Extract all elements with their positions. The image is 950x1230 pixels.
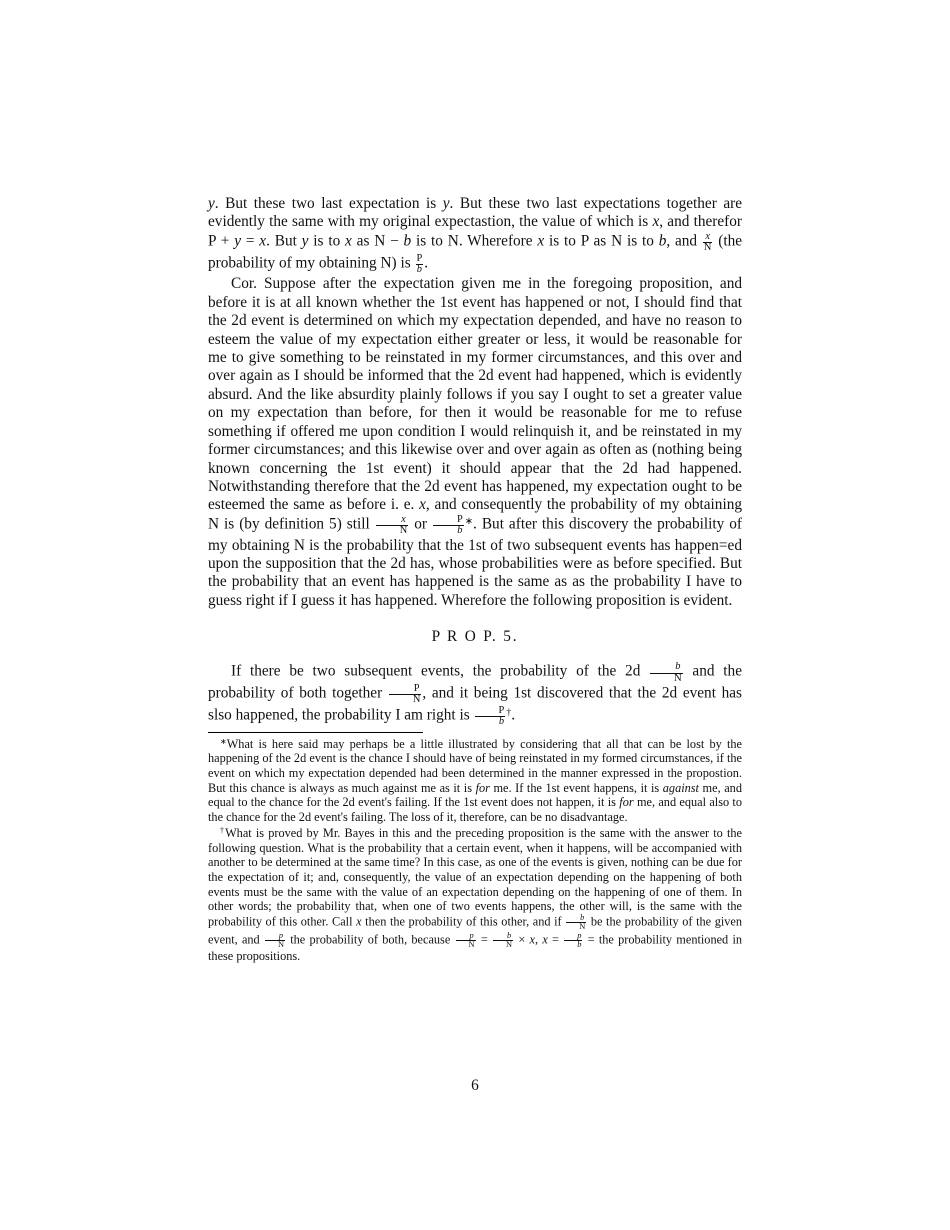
fraction (650, 662, 683, 684)
math-var: x (345, 232, 352, 250)
text-run: . But these two last expectation is (214, 195, 443, 212)
text-run: . But these two last expectations together are evidently the same with my original expectastion, the value of which is (208, 195, 742, 231)
text-run: the probability of both, because (286, 932, 455, 947)
text-run: , and consequently the probability of my obtaining N is (by definition 5) still (208, 496, 742, 533)
text-run: , and therefor P + (208, 213, 742, 250)
text-run: (the probability of my obtaining N) is (208, 232, 743, 272)
footnote-marker: ∗ (220, 736, 227, 746)
math-var: x (537, 232, 545, 250)
text-run: . (511, 706, 516, 724)
section-heading: P R O P. 5. (431, 628, 519, 646)
fraction (475, 706, 506, 728)
math-var: y (442, 195, 450, 212)
fraction-numerator: b (580, 913, 585, 923)
text-run: What is proved by Mr. Bayes in this and the preceding proposition is the same with the answer to the following question. What is the probability that a certain event, when it happens, will be accompanied with another to be determined at the same time? In this case, as one of the events is given, nothing can be due for the expectation of it; and, consequently, the value of an expectation depending on the happening of both events must be the same with the value of an expectation depending on the happening of one of them. In other words; the probability that, when one of two events happens, the other will, is the same with the probability of this other. Call (208, 825, 743, 929)
text-run: is to (308, 232, 346, 250)
fraction-denominator: N (566, 922, 586, 931)
fraction (376, 515, 409, 537)
fraction-numerator: P (416, 252, 423, 264)
fraction-denominator: N (265, 940, 285, 949)
fraction-denominator: b (416, 264, 422, 276)
text-run: Cor. Suppose after the expectation given me in the foregoing proposition, and before it is at all known whether the 1st event has happened or not, I should find that the 2d event is determined on which my expectation depended, and have no reason to esteem the value of my expectation either greater or less, it would be reasonable for me to give something to be reinstated in my former circumstances, and this over and over again as I should be informed that the 2d event had happened, which is evidently absurd. And the like absurdity plainly follows if you say I ought to set a greater value on my expectation than before, for then it would be reasonable for me to refuse something if offered me upon condition I would relinquish it, and be reinstated in my former circumstances; and this likewise over and over again as often as (nothing being known concerning the 1st event) it should appear that the 2d had happened. Notwithstanding therefore that the 2d event has happened, my expectation ought to be esteemed the same as before i. e. (208, 275, 742, 514)
text-run: , (534, 932, 543, 947)
text-run: , and (666, 232, 702, 250)
paragraph-continuation (208, 195, 742, 275)
fraction-denominator: N (650, 673, 683, 684)
text-run: = (476, 932, 493, 947)
fraction (703, 232, 713, 254)
text-run: me. If the 1st event happens, it is (489, 780, 663, 795)
text-run: If there be two subsequent events, the probability of the 2d (231, 662, 650, 680)
fraction-numerator: P (413, 682, 420, 694)
fraction-denominator: N (703, 242, 712, 254)
text-run: and the probability of both together (208, 662, 742, 702)
math-var: y (234, 232, 242, 250)
fraction (265, 932, 285, 950)
math-var: x (529, 932, 535, 947)
fraction-numerator: x (705, 230, 710, 242)
page-number: 6 (471, 1077, 479, 1094)
text-block (208, 195, 742, 964)
text-run: is to N. Wherefore (411, 232, 538, 250)
fraction-numerator: P (456, 513, 463, 525)
math-var: y (301, 232, 309, 250)
text-run: is to P as N is to (544, 232, 659, 250)
emphasis: against (662, 780, 699, 795)
footnote-marker: † (220, 825, 226, 835)
fraction (566, 914, 586, 932)
fraction-denominator: N (456, 940, 476, 949)
emphasis: for (619, 795, 634, 810)
text-run: = (241, 232, 260, 250)
text-run: , and it being 1st discovered that the 2d event has slso happened, the probability I am right is (208, 684, 742, 724)
text-run: What is here said may perhaps be a little illustrated by considering that all that can be lost by the happening of the 2d event is the chance I should have of being reinstated in my formed circumstances, if the event on which my expectation depended had been determined in the manner expressed in the propostion. But this chance is always as much against me as it is (208, 736, 742, 795)
fraction-numerator: b (506, 930, 512, 940)
fraction-numerator: b (675, 661, 681, 673)
corollary-paragraph (208, 275, 742, 610)
text-run: . But after this discovery the probability of my obtaining N is the probability that the 1st of two subsequent events has happen=ed upon the supposition that the 2d has, whose probabilities were as before specified. But the probability that an event has happened is the same as as the probability I have to guess right if I guess it has happened. Wherefore the following proposition is evident. (208, 515, 742, 609)
fraction-denominator: b (433, 525, 464, 536)
text-run: or (409, 515, 432, 533)
fraction-denominator: b (475, 716, 506, 727)
math-var: x (356, 914, 362, 929)
math-var: x (419, 496, 426, 514)
fraction-numerator: p (469, 930, 474, 940)
fraction-numerator: P (498, 704, 505, 716)
footnote-divider (208, 732, 423, 733)
fraction-numerator: x (401, 513, 406, 525)
footnote-marker: † (506, 706, 512, 718)
fraction-denominator: b (564, 940, 582, 949)
fraction-numerator: p (278, 930, 284, 940)
fraction (433, 515, 464, 537)
text-run: me, and equal to the chance for the 2d event's failing. If the 1st event does not happen, it is (208, 780, 742, 810)
math-var: x (652, 213, 660, 231)
fraction (564, 932, 582, 950)
text-run: be the probability of the given event, and (208, 914, 743, 947)
text-run: then the probability of this other, and if (361, 914, 566, 929)
footnote (208, 826, 742, 964)
text-run: . (424, 254, 429, 272)
text-run: me, and equal also to the chance for the 2d event's failing. The loss of it, therefore, can be no disadvantage. (208, 795, 742, 825)
math-var: x (542, 932, 548, 947)
text-run: as N − (351, 232, 404, 250)
text-run: = (547, 932, 564, 947)
fraction (493, 932, 513, 950)
fraction (389, 684, 422, 706)
fraction-denominator: N (389, 694, 422, 705)
fraction-denominator: N (376, 525, 409, 536)
math-var: b (403, 232, 412, 250)
emphasis: for (475, 780, 490, 795)
footnote-marker: ∗ (464, 515, 474, 527)
fraction (456, 932, 476, 950)
text-run: × (514, 932, 530, 947)
text-run: . But (266, 232, 302, 250)
fraction (416, 254, 424, 276)
text-run: = the probability mentioned in these propositions. (208, 932, 743, 964)
proposition-paragraph (208, 662, 742, 727)
fraction-denominator: N (493, 940, 513, 949)
math-var: b (658, 232, 667, 250)
footnote (208, 737, 742, 825)
fraction-numerator: p (577, 930, 582, 940)
math-var: x (259, 232, 267, 250)
math-var: y (208, 195, 215, 212)
